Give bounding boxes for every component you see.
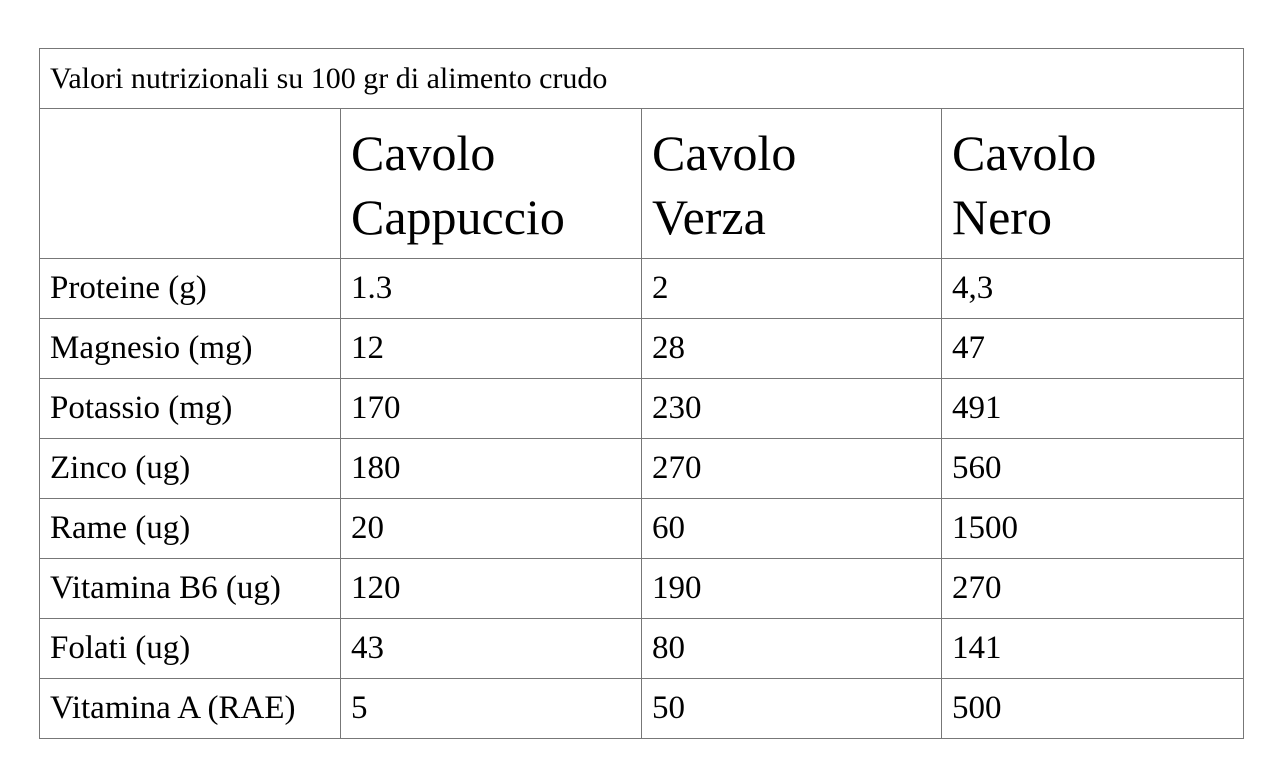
value-cell: 5: [341, 679, 642, 739]
header-row: [40, 109, 1244, 259]
table-row: [40, 259, 1244, 319]
header-line1: Cavolo: [351, 124, 496, 181]
header-line1: Cavolo: [952, 124, 1097, 181]
table-row: [40, 379, 1244, 439]
value-cell: 270: [642, 439, 942, 499]
table-row: [40, 439, 1244, 499]
table-row: [40, 559, 1244, 619]
header-cell-nero: [942, 109, 1244, 259]
row-label-cell: Potassio (mg): [40, 379, 341, 439]
table-row: [40, 619, 1244, 679]
row-label-cell: Zinco (ug): [40, 439, 341, 499]
value-cell: 43: [341, 619, 642, 679]
row-label-cell: Vitamina A (RAE): [40, 679, 341, 739]
value-cell: 190: [642, 559, 942, 619]
value-cell: 2: [642, 259, 942, 319]
nutrition-table: [39, 48, 1244, 739]
header-corner-cell: [40, 109, 341, 259]
value-cell: 1.3: [341, 259, 642, 319]
caption-row: [40, 49, 1244, 109]
value-cell: 180: [341, 439, 642, 499]
row-label-cell: Vitamina B6 (ug): [40, 559, 341, 619]
value-cell: 1500: [942, 499, 1244, 559]
value-cell: 80: [642, 619, 942, 679]
table-row: [40, 679, 1244, 739]
value-cell: 12: [341, 319, 642, 379]
header-line2: Cappuccio: [351, 188, 565, 245]
header-line2: Nero: [952, 188, 1052, 245]
header-cell-verza: [642, 109, 942, 259]
value-cell: 47: [942, 319, 1244, 379]
value-cell: 28: [642, 319, 942, 379]
value-cell: 560: [942, 439, 1244, 499]
value-cell: 20: [341, 499, 642, 559]
nutrition-table-container: [39, 48, 1243, 739]
table-caption: Valori nutrizionali su 100 gr di alimento crudo: [40, 49, 1244, 109]
value-cell: 270: [942, 559, 1244, 619]
header-line1: Cavolo: [652, 124, 797, 181]
value-cell: 500: [942, 679, 1244, 739]
row-label-cell: Proteine (g): [40, 259, 341, 319]
row-label-cell: Folati (ug): [40, 619, 341, 679]
header-line2: Verza: [652, 188, 766, 245]
header-cell-cappuccio: [341, 109, 642, 259]
row-label-cell: Rame (ug): [40, 499, 341, 559]
value-cell: 50: [642, 679, 942, 739]
value-cell: 491: [942, 379, 1244, 439]
value-cell: 230: [642, 379, 942, 439]
value-cell: 170: [341, 379, 642, 439]
value-cell: 141: [942, 619, 1244, 679]
table-row: [40, 499, 1244, 559]
row-label-cell: Magnesio (mg): [40, 319, 341, 379]
table-row: [40, 319, 1244, 379]
value-cell: 4,3: [942, 259, 1244, 319]
value-cell: 60: [642, 499, 942, 559]
value-cell: 120: [341, 559, 642, 619]
